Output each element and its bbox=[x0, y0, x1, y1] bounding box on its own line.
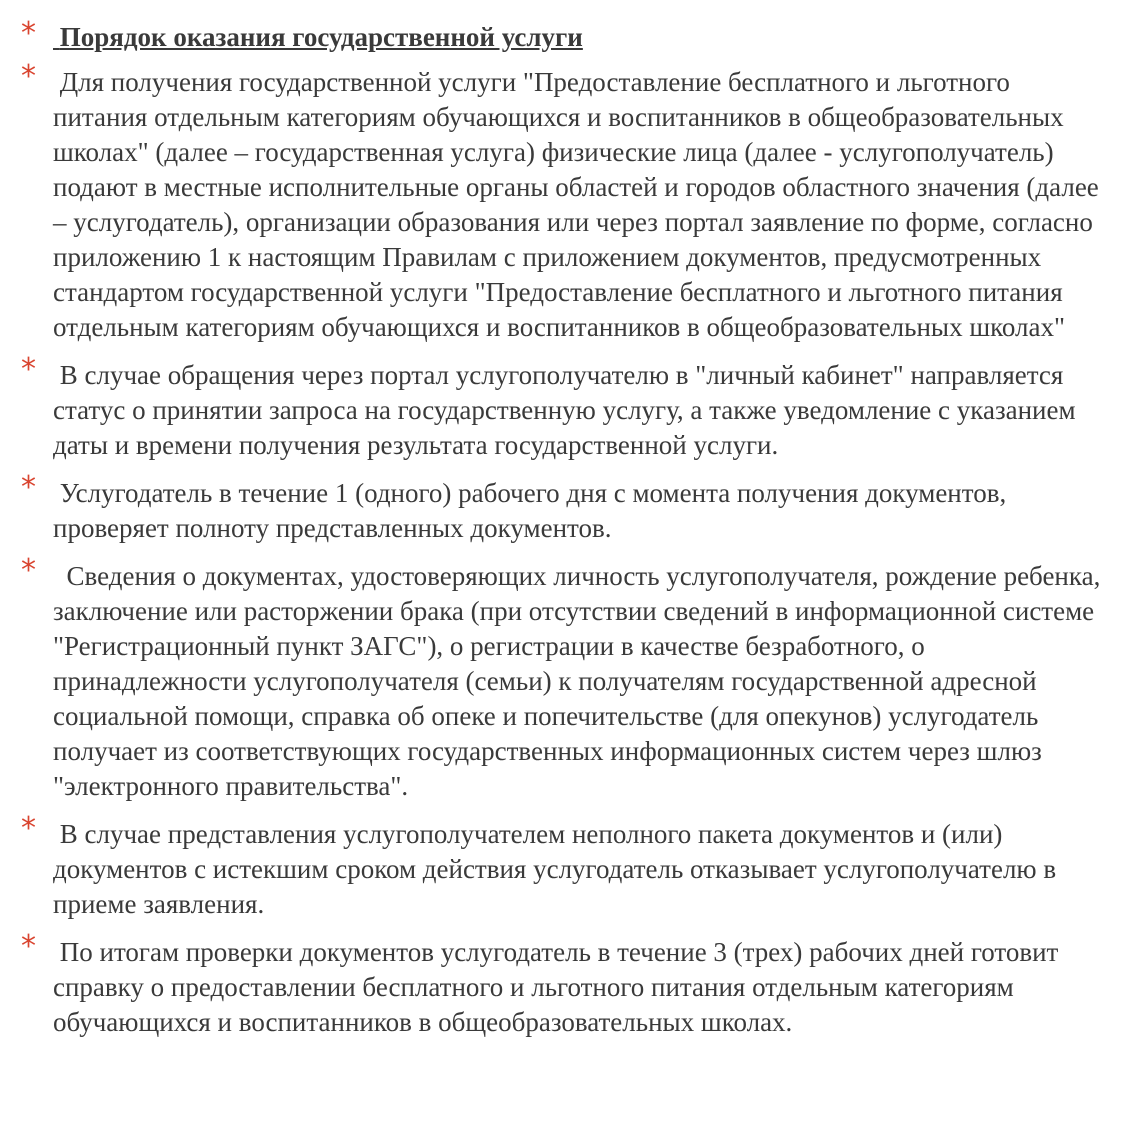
asterisk-bullet-icon: * bbox=[21, 811, 36, 846]
asterisk-bullet-icon: * bbox=[21, 352, 36, 387]
asterisk-bullet-icon: * bbox=[21, 59, 36, 94]
paragraph-text: Для получения государственной услуги "Предоставление бесплатного и льготного питания отдельным категориям обучающихся и воспитанников в общеобразовательных школах" (далее – государственная услуга) физические лица (далее - услугополучатель) подают в местные исполнительные органы областей и городов областного значения (далее – услугодатель), организации образования или через портал заявление по форме, согласно приложению 1 к настоящим Правилам с приложением документов, предусмотренных стандартом государственной услуги "Предоставление бесплатного и льготного питания отдельным категориям обучающихся и воспитанников в общеобразовательных школах" bbox=[53, 67, 1106, 342]
list-item bbox=[0, 553, 1123, 804]
asterisk-bullet-icon: * bbox=[21, 16, 36, 51]
section-heading bbox=[0, 16, 1123, 55]
paragraph-text: Сведения о документах, удостоверяющих личность услугополучателя, рождение ребенка, заключение или расторжении брака (при отсутствии сведений в информационной системе "Регистрационный пункт ЗАГС"), о регистрации в качестве безработного, о принадлежности услугополучателя (семьи) к получателям государственной адресной социальной помощи, справка об опеке и попечительстве (для опекунов) услугодатель получает из соответствующих государственных информационных систем через шлюз "электронного правительства". bbox=[53, 561, 1108, 801]
list-item bbox=[0, 352, 1123, 463]
paragraph-text: По итогам проверки документов услугодатель в течение 3 (трех) рабочих дней готовит справку о предоставлении бесплатного и льготного питания отдельным категориям обучающихся и воспитанников в общеобразовательных школах. bbox=[53, 937, 1066, 1037]
paragraph-text: Услугодатель в течение 1 (одного) рабочего дня с момента получения документов, проверяет полноту представленных документов. bbox=[53, 478, 1013, 543]
paragraph-text: В случае обращения через портал услугополучателю в "личный кабинет" направляется статус о принятии запроса на государственную услугу, а также уведомление с указанием даты и времени получения результата государственной услуги. bbox=[53, 360, 1083, 460]
list-item bbox=[0, 929, 1123, 1040]
list-item bbox=[0, 470, 1123, 546]
list-item bbox=[0, 811, 1123, 922]
asterisk-bullet-icon: * bbox=[21, 470, 36, 505]
asterisk-bullet-icon: * bbox=[21, 553, 36, 588]
heading-text: Порядок оказания государственной услуги bbox=[53, 22, 583, 52]
list-item bbox=[0, 59, 1123, 345]
asterisk-bullet-icon: * bbox=[21, 929, 36, 964]
paragraph-text: В случае представления услугополучателем неполного пакета документов и (или) документов с истекшим сроком действия услугодатель отказывает услугополучателю в приеме заявления. bbox=[53, 819, 1063, 919]
